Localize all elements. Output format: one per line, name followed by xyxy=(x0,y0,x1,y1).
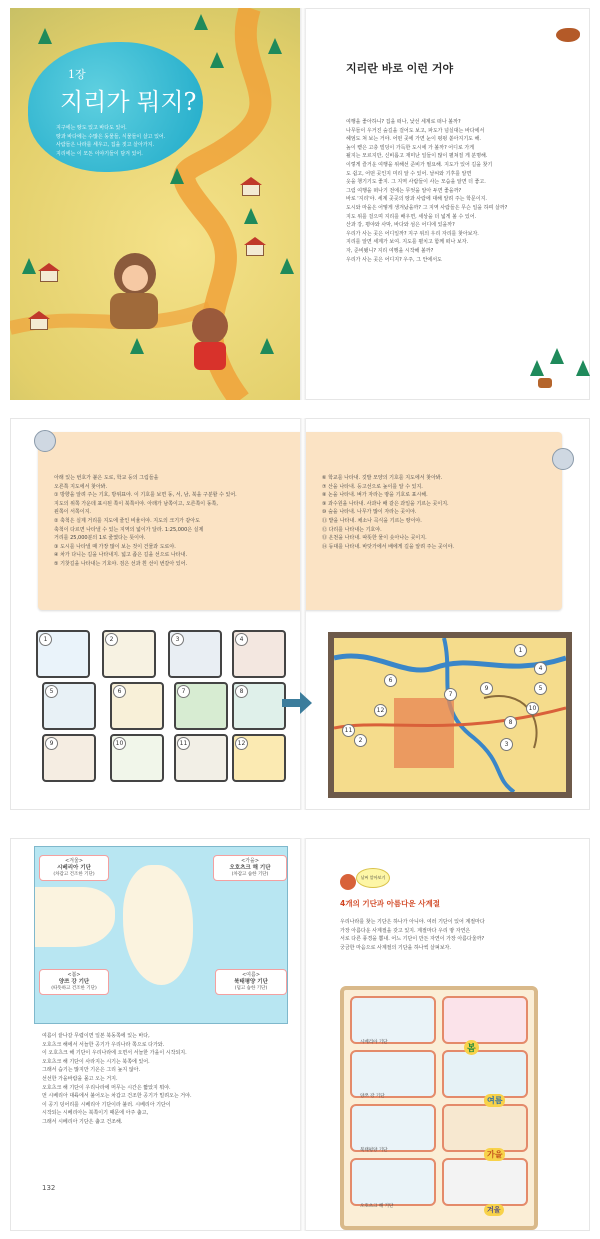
season-panel xyxy=(350,1104,436,1152)
airmass-map xyxy=(34,846,288,1024)
house-icon xyxy=(30,318,48,330)
bird-badge xyxy=(340,874,356,890)
landmass-shape xyxy=(35,887,115,947)
season-panel xyxy=(442,1104,528,1152)
house-icon xyxy=(40,270,58,282)
bird-icon xyxy=(556,28,580,42)
season-panel xyxy=(350,996,436,1044)
symbol-card: 1 xyxy=(36,630,90,678)
body-text: 여행을 좋아하니? 집을 떠나, 낯선 세계로 떠나 볼까? 나무들이 우거진 숲길을 걸어도 보고, 파도가 넘실대는 바다에서 헤엄도 쳐 보는 거야. 어떤 곳에 가면 눈이 펑펑 쏟아지기도 해. 높이 뻗은 고층 빌딩이 가득한 도시에 가 볼까? 어디로 가게 될지는 모르지만, 신비롭고 재미난 일들이 많이 펼쳐질 게 분명해. 이렇게 즐거운 여행을 위해선 준비가 필요해. 지도가 있어 길을 찾기 도 쉽고, 어떤 곳인지 미리 알 수 있어. 날씨와 기후를 알면 옷을 챙기기도 좋지. 그 지역 사람들이 사는 모습을 알면 더 좋고. 그럼 여행을 떠나기 전에는 무엇을 알아 두면 좋을까? 바로 '지리'야. 세계 곳곳의 땅과 사람에 대해 알려 주는 학문이지. 도시와 마을은 어떻게 생겨났을까? 그 지역 사람들은 무슨 일을 하며 살까? 지도 위를 걸으며 지리를 배우면, 세상을 더 넓게 볼 수 있어. 산과 강, 평야와 사막, 바다와 섬은 어디에 있을까? 우리가 사는 곳은 어디일까? 지구 위의 우리 자리를 찾아보자. 지리를 알면 세계가 보여. 지도를 펼치고 함께 떠나 보자. 자, 준비됐니? 지리 여행을 시작해 볼까? 우리가 사는 곳은 어디지? 우주, 그 안에서도 xyxy=(346,119,508,263)
symbol-card: 7 xyxy=(174,682,228,730)
caption-pacific: 북태평양 기단 xyxy=(360,1148,388,1153)
chapter-title: 지리가 뭐지? xyxy=(60,88,197,116)
label-autumn: 가을 xyxy=(484,1148,505,1161)
symbol-card: 4 xyxy=(232,630,286,678)
label-summer: 여름 xyxy=(484,1094,505,1107)
house-icon xyxy=(246,244,264,256)
arrow-right-icon xyxy=(282,692,312,714)
spread-1 xyxy=(10,8,590,400)
map-graphic xyxy=(334,638,566,792)
pin-icon xyxy=(552,448,574,470)
spread-2 xyxy=(10,418,590,810)
season-panel xyxy=(350,1050,436,1098)
instruction-text-left: 아래 있는 번호가 붙은 도로, 학교 등의 그림들을 오른쪽 지도에서 찾아봐. ① 방향을 알려 주는 기호, 방위표야. 이 기호를 보면 동, 서, 남, 북을 구분할 수 있어. 지도의 위쪽 가운데 표시된 쪽이 북쪽이야. 아래가 남쪽이고, 오른쪽이 동쪽, 왼쪽이 서쪽이지. ② 축척은 실제 거리를 지도에 줄인 비율이야. 지도의 크기가 같아도 축척이 다르면 나타낼 수 있는 지역의 넓이가 달라. 1:25,000은 실제 거리를 25,000분의 1로 줄였다는 뜻이야. ③ 도시를 나타낼 때 가장 많이 보는 것이 건물과 도로야. ④ 차가 다니는 길을 나타내지. 넓고 좁은 길을 선으로 나타내. ⑤ 기찻길을 나타내는 기호야. 검은 선과 흰 선이 번갈아 있어. xyxy=(54,475,237,567)
symbol-card: 9 xyxy=(42,734,96,782)
landmass-shape xyxy=(123,865,193,985)
body-text-left: 여름이 끝나갈 무렵이면 일본 북동쪽에 있는 바다, 오호츠크 해에서 서늘한 공기가 우리나라 쪽으로 다가와. 이 오호츠크 해 기단이 우리나라에 오면서 서늘한 가을이 시작되지. 오호츠크 해 기단이 사라지는 시기는 북쪽에 있어. 그래서 습기는 많지만 기온은 그리 높지 않아. 선선한 가을바람을 몰고 오는 거지. 오호츠크 해 기단이 우리나라에 머무는 시간은 짧았지 뭐야. 먼 시베리아 대륙에서 불어오는 차갑고 건조한 공기가 밀려오는 거야. 이 공기 덩어리를 시베리아 기단이라 불러. 시베리아 기단이 시작되는 시베리아는 북쪽이기 때문에 아주 춥고, 그래서 시베리아 기단은 춥고 건조해. xyxy=(42,1033,192,1125)
label-box-summer: <여름> 북태평양 기단 (덥고 습한 기단) xyxy=(215,969,287,995)
label-box-winter: <겨울> 시베리아 기단 (차갑고 건조한 기단) xyxy=(39,855,109,881)
gutter xyxy=(300,8,306,400)
badge-label: 날씨 알아보기 xyxy=(356,868,390,888)
season-panel xyxy=(442,996,528,1044)
season-panel xyxy=(442,1050,528,1098)
gutter xyxy=(300,418,306,810)
caption-yangtze: 양쯔 강 기단 xyxy=(360,1094,385,1099)
pin-icon xyxy=(34,430,56,452)
label-box-autumn: <가을> 오호츠크 해 기단 (차갑고 습한 기단) xyxy=(213,855,287,881)
caption-siberia: 시베리아 기단 xyxy=(360,1040,388,1045)
symbol-card: 11 xyxy=(174,734,228,782)
symbol-card: 12 xyxy=(232,734,286,782)
dog-character xyxy=(186,308,234,388)
instruction-text-right: ⑥ 학교를 나타내. 깃발 모양의 기호를 지도에서 찾아봐. ⑦ 산을 나타내. 등고선으로 높이를 알 수 있지. ⑧ 논을 나타내. 벼가 자라는 땅을 기호로 표시해. ⑨ 과수원을 나타내. 사과나 배 같은 과일을 기르는 곳이지. ⑩ 숲을 나타내. 나무가 많이 자라는 곳이야. ⑪ 밭을 나타내. 채소나 곡식을 기르는 땅이야. ⑫ 다리를 나타내는 기호야. ⑬ 온천을 나타내. 따뜻한 물이 솟아나는 곳이지. ⑭ 등대를 나타내. 바닷가에서 배에게 길을 알려 주는 곳이야. xyxy=(322,475,454,550)
season-panel xyxy=(442,1158,528,1206)
deer-icon xyxy=(538,378,552,388)
child-character xyxy=(100,253,170,343)
topographic-map: 1 2 3 4 5 6 7 8 9 10 11 12 xyxy=(328,632,572,798)
gutter xyxy=(300,838,306,1231)
label-spring: 봄 xyxy=(464,1040,479,1055)
chapter-label: 1장 xyxy=(68,68,86,81)
page-heading: 지리란 바로 이런 거야 xyxy=(346,62,454,75)
label-box-spring: <봄> 양쯔 강 기단 (따뜻하고 건조한 기단) xyxy=(39,969,109,995)
house-icon xyxy=(242,184,260,196)
section-heading: 4개의 기단과 아름다운 사계절 xyxy=(340,899,440,908)
symbol-card: 10 xyxy=(110,734,164,782)
symbol-card: 6 xyxy=(110,682,164,730)
symbol-card: 5 xyxy=(42,682,96,730)
symbol-card: 2 xyxy=(102,630,156,678)
season-panel xyxy=(350,1158,436,1206)
spread-3 xyxy=(10,838,590,1231)
landscape-illustration xyxy=(10,8,300,400)
body-text-right: 우리나라를 찾는 기단은 하나가 아니야. 여러 기단이 있어 계절마다 가장 아름다운 사계절을 갖고 있지. 계절마다 우리 땅 자연은 서로 다른 풍경을 뽐내. 어느 기단이 만든 자연이 가장 아름다울까? 궁금한 마음으로 사계절의 기단을 하나씩 살펴보자. xyxy=(340,919,485,951)
caption-okhotsk: 오호츠크 해 기단 xyxy=(360,1204,394,1209)
symbol-card: 8 xyxy=(232,682,286,730)
seasons-board xyxy=(340,986,538,1230)
intro-text: 지구에는 땅도 있고 바다도 있어. 땅과 바다에는 수많은 동물들, 식물들이 살고 있어. 사람들은 나라를 세우고, 집을 짓고 살아가지. 지리에는 이 모든 이야기들이 담겨 있어. xyxy=(56,125,166,157)
label-winter: 겨울 xyxy=(484,1204,504,1216)
page-number: 132 xyxy=(42,1184,56,1192)
symbol-card: 3 xyxy=(168,630,222,678)
